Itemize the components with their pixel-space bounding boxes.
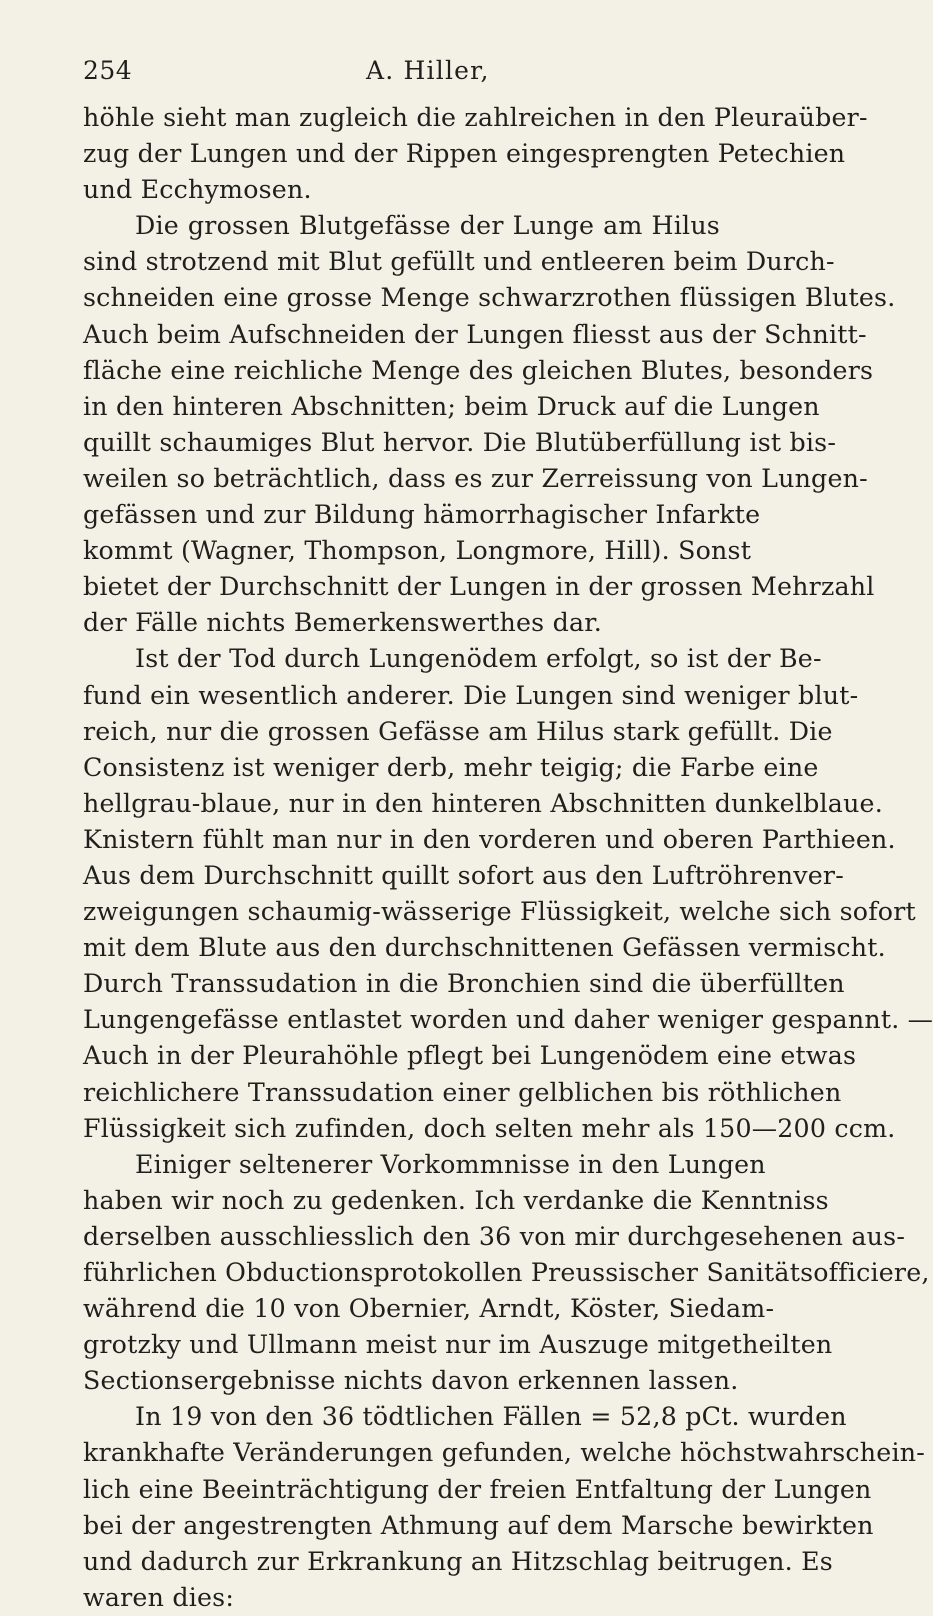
text-line: höhle sieht man zugleich die zahlreichen in den Pleuraüber- xyxy=(83,103,868,132)
page-header xyxy=(83,56,720,100)
text-line: Einiger seltenerer Vorkommnisse in den Lungen xyxy=(135,1149,766,1179)
text-line: der Fälle nichts Bemerkenswerthes dar. xyxy=(83,608,603,638)
text-line: und Ecchymosen. xyxy=(83,175,312,205)
text-line: Auch in der Pleurahöhle pflegt bei Lungenödem eine etwas xyxy=(83,1041,857,1071)
text-line: bei der angestrengten Athmung auf dem Marsche bewirkten xyxy=(83,1510,874,1540)
text-line: Consistenz ist weniger derb, mehr teigig; die Farbe eine xyxy=(83,752,819,782)
text-line: führlichen Obductionsprotokollen Preussischer Sanitätsofficiere, xyxy=(83,1258,930,1287)
text-line: bietet der Durchschnitt der Lungen in der grossen Mehrzahl xyxy=(83,572,875,602)
body-text xyxy=(83,100,933,1616)
text-line: Flüssigkeit sich zufinden, doch selten mehr als 150—200 ccm. xyxy=(83,1113,896,1143)
text-line: Aus dem Durchschnitt quillt sofort aus den Luftröhrenver- xyxy=(83,860,844,890)
text-line: schneiden eine grosse Menge schwarzrothen flüssigen Blutes. xyxy=(83,283,896,313)
text-line: während die 10 von Obernier, Arndt, Köster, Siedam- xyxy=(83,1294,775,1324)
text-line: waren dies: xyxy=(83,1582,235,1612)
text-line: zug der Lungen und der Rippen eingesprengten Petechien xyxy=(83,139,846,169)
text-line: kommt (Wagner, Thompson, Longmore, Hill). Sonst xyxy=(83,536,752,566)
text-line: zweigungen schaumig-wässerige Flüssigkeit, welche sich sofort xyxy=(83,897,916,927)
page-number: 254 xyxy=(83,56,133,85)
text-line: haben wir noch zu gedenken. Ich verdanke die Kenntniss xyxy=(83,1185,829,1215)
text-line: quillt schaumiges Blut hervor. Die Blutüberfüllung ist bis- xyxy=(83,427,837,457)
text-line: Durch Transsudation in die Bronchien sind die überfüllten xyxy=(83,969,845,999)
text-line: in den hinteren Abschnitten; beim Druck auf die Lungen xyxy=(83,391,820,421)
text-line: Die grossen Blutgefässe der Lunge am Hilus xyxy=(135,211,720,241)
text-line: Auch beim Aufschneiden der Lungen fliesst aus der Schnitt- xyxy=(83,319,867,349)
text-line: krankhafte Veränderungen gefunden, welche höchstwahrschein- xyxy=(83,1438,925,1468)
text-line: und dadurch zur Erkrankung an Hitzschlag beitrugen. Es xyxy=(83,1546,833,1576)
text-line: In 19 von den 36 tödtlichen Fällen = 52,8 pCt. wurden xyxy=(135,1402,847,1432)
text-line: Ist der Tod durch Lungenödem erfolgt, so ist der Be- xyxy=(135,644,822,674)
text-line: grotzky und Ullmann meist nur im Auszuge mitgetheilten xyxy=(83,1330,833,1360)
text-line: fund ein wesentlich anderer. Die Lungen sind weniger blut- xyxy=(83,680,859,710)
running-title: A. Hiller, xyxy=(366,56,490,85)
text-line: Knistern fühlt man nur in den vorderen und oberen Parthieen. xyxy=(83,824,896,854)
text-line: Sectionsergebnisse nichts davon erkennen lassen. xyxy=(83,1366,739,1396)
text-line: Lungengefässe entlastet worden und daher weniger gespannt. — xyxy=(83,1005,933,1035)
text-line: reich, nur die grossen Gefässe am Hilus stark gefüllt. Die xyxy=(83,716,833,746)
text-line: lich eine Beeinträchtigung der freien Entfaltung der Lungen xyxy=(83,1474,872,1504)
text-line: reichlichere Transsudation einer gelblichen bis röthlichen xyxy=(83,1077,842,1107)
text-line: weilen so beträchtlich, dass es zur Zerreissung von Lungen- xyxy=(83,463,868,493)
text-line: mit dem Blute aus den durchschnittenen Gefässen vermischt. xyxy=(83,933,886,963)
text-line: fläche eine reichliche Menge des gleichen Blutes, besonders xyxy=(83,355,874,385)
text-line: hellgrau-blaue, nur in den hinteren Abschnitten dunkelblaue. xyxy=(83,788,883,818)
text-line: gefässen und zur Bildung hämorrhagischer Infarkte xyxy=(83,500,761,530)
text-line: derselben ausschliesslich den 36 von mir durchgesehenen aus- xyxy=(83,1221,906,1251)
text-line: sind strotzend mit Blut gefüllt und entleeren beim Durch- xyxy=(83,247,835,277)
